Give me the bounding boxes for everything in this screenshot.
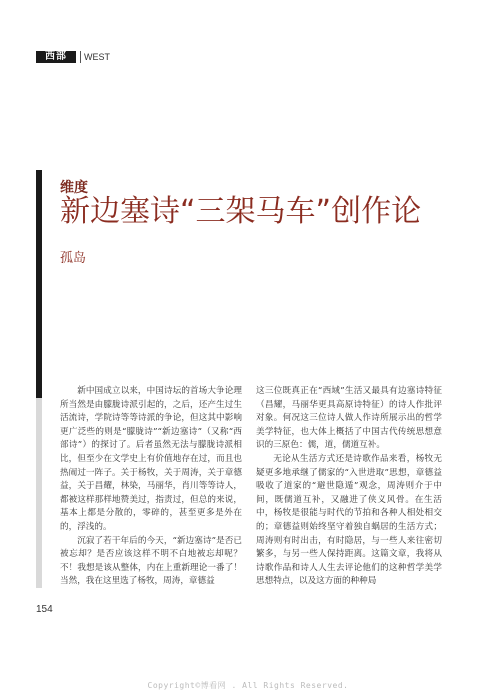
header-divider xyxy=(80,51,81,63)
paragraph: 无论从生活方式还是诗歌作品来看，杨牧无疑更多地承继了儒家的“入世进取”思想，章德益吸收了道家的“避世隐遁”观念，周涛则介于中间，既儒道互补，又融进了侠义风骨。在生活中，杨牧是很能与时代的节拍和各种人相处相交的；章德益则始终坚守着独自蜗居的生活方式；周涛则有时出击，有时隐居，与一些人来往密切繁多，与另一些人保持距离。这篇文章，我将从诗歌作品和诗人人生去评论他们的这种哲学美学思想特点，以及这方面的种种局 xyxy=(256,453,442,587)
article-author: 孤岛 xyxy=(60,251,87,266)
body-column-left xyxy=(60,385,242,589)
page-number: 154 xyxy=(36,604,53,615)
paragraph: 沉寂了若干年后的今天，“新边塞诗”是否已被忘却？是否应该这样不明不白地被忘却呢？不！我想是该从整体，内在上重新理论一番了！当然，我在这里选了杨牧，周涛，章德益 xyxy=(60,535,242,587)
accent-bar-lower xyxy=(36,398,42,588)
article-title: 新边塞诗“三架马车”创作论 xyxy=(60,194,422,229)
section-tag: 西部 xyxy=(36,51,76,63)
column-tag: 维度 xyxy=(60,180,88,196)
paragraph: 这三位既真正在“西域”生活又最具有边塞诗特征（昌耀，马丽华更具高原诗特征）的诗人作批评对象。何况这三位诗人做人作诗所展示出的哲学美学特征，也大体上概括了中国古代传统思想意识的三原色：儒，道，儒道互补。 xyxy=(256,386,442,451)
copyright-watermark: Copyright©博看网 . All Rights Reserved. xyxy=(147,681,349,690)
section-label: WEST xyxy=(84,52,110,62)
paragraph: 新中国成立以来，中国诗坛的首场大争论理所当然是由朦胧诗派引起的，之后，还产生过生活流诗，学院诗等等诗派的争论，但这其中影响更广泛些的则是“朦胧诗”“新边塞诗”（又称“西部诗”）的探讨了。后者虽然无法与朦胧诗派相比，但至少在文学史上有价值地存在过，而且也热闹过一阵子。关于杨牧，关于周涛，关于章德益，关于昌耀，林染，马丽华，肖川等等诗人，都被这样那样地赞美过，指责过，但总的来说，基本上都是分散的，零碎的，甚至更多是外在的，浮浅的。 xyxy=(60,386,242,532)
accent-bar xyxy=(36,170,42,398)
body-column-right xyxy=(256,385,442,589)
